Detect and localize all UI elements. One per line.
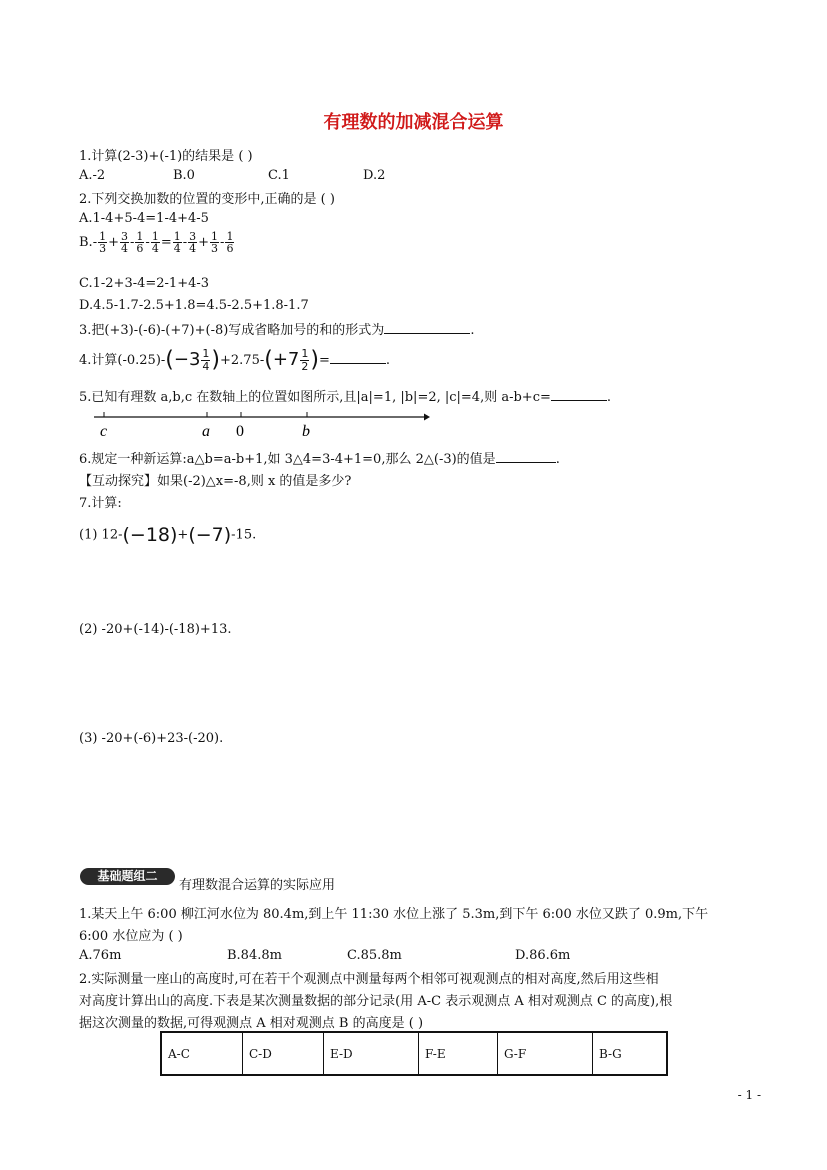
answer-blank	[496, 450, 556, 463]
measurement-table	[160, 1031, 668, 1076]
period: .	[606, 390, 612, 405]
applied-question-1-option-d: D.86.6m	[515, 948, 571, 963]
op-sign: -	[145, 235, 150, 250]
label-a: a	[202, 423, 210, 440]
fraction: $\frac{1}{3}$	[211, 230, 219, 255]
expression-term: (−18)	[122, 524, 178, 546]
option-b-label: B.	[79, 235, 93, 250]
label-zero: 0	[236, 423, 244, 440]
expression-term: (−7)	[188, 524, 232, 546]
question-4-mid: +2.75-	[220, 352, 265, 368]
period: .	[385, 352, 391, 368]
question-6-text: 6.规定一种新运算:a△b=a-b+1,如 3△4=3-4+1=0,那么 2△(-3)的值是	[79, 452, 496, 467]
question-7-stem: 7.计算:	[79, 496, 122, 511]
table-cell: F-E	[419, 1032, 498, 1075]
applied-question-2-line-1: 2.实际测量一座山的高度时,可在若干个观测点中测量每两个相邻可视观测点的相对高度,然后用这些相	[79, 972, 659, 987]
table-row	[161, 1032, 667, 1075]
question-5	[79, 386, 611, 405]
open-paren: (	[264, 347, 273, 373]
question-4	[79, 342, 390, 378]
table-cell: C-D	[243, 1032, 324, 1075]
period: .	[470, 323, 475, 338]
page-title: 有理数的加减混合运算	[323, 112, 504, 133]
page-number: - 1 -	[737, 1088, 761, 1102]
label-b: b	[302, 423, 310, 440]
question-2-option-d: D.4.5-1.7-2.5+1.8=4.5-2.5+1.8-1.7	[79, 298, 309, 313]
number-line	[90, 404, 430, 440]
applied-question-1-option-b: B.84.8m	[227, 948, 282, 963]
section-title: 有理数混合运算的实际应用	[179, 878, 336, 893]
question-3-text: 3.把(+3)-(-6)-(+7)+(-8)写成省略加号的和的形式为	[79, 323, 385, 338]
question-2-option-a: A.1-4+5-4=1-4+4-5	[79, 211, 209, 226]
answer-blank	[551, 388, 607, 401]
question-6	[79, 448, 560, 467]
fraction: $\frac{1}{6}$	[226, 230, 234, 255]
fraction: $\frac{1}{6}$	[136, 230, 144, 255]
op-sign: =	[160, 235, 172, 250]
question-2-stem: 2.下列交换加数的位置的变形中,正确的是 ( )	[79, 192, 335, 207]
answer-blank	[330, 351, 386, 364]
table-cell: E-D	[324, 1032, 419, 1075]
applied-question-1-option-c: C.85.8m	[347, 948, 402, 963]
question-3	[79, 319, 474, 338]
table-cell: B-G	[593, 1032, 668, 1075]
fraction: $\frac{3}{4}$	[189, 230, 197, 255]
op-sign: -	[92, 235, 98, 250]
op-sign: +	[198, 235, 210, 250]
section-badge: 基础题组二	[80, 868, 175, 885]
question-7-part-1	[79, 521, 256, 549]
table-cell: A-C	[161, 1032, 243, 1075]
question-4-prefix: 4.计算(-0.25)-	[79, 352, 166, 368]
fraction: $\frac{1}{4}$	[173, 230, 181, 255]
op-sign: -	[130, 235, 135, 250]
applied-question-1-line-2: 6:00 水位应为 ( )	[79, 929, 183, 944]
close-paren: )	[310, 347, 319, 373]
table-cell: G-F	[498, 1032, 593, 1075]
fraction: $\frac{1}{3}$	[99, 230, 107, 255]
fraction: $\frac{3}{4}$	[121, 230, 128, 255]
part-1-suffix: -15.	[231, 527, 257, 543]
question-7-part-2: (2) -20+(-14)-(-18)+13.	[79, 622, 232, 637]
part-1-prefix: (1) 12-	[79, 527, 123, 543]
close-paren: )	[211, 347, 221, 373]
question-1-option-b: B.0	[173, 168, 195, 183]
question-1-option-a: A.-2	[79, 168, 106, 183]
mixed-number: +7 $\frac{1}{2}$	[272, 346, 309, 373]
answer-blank	[384, 321, 470, 334]
mixed-number: −3 $\frac{1}{4}$	[173, 346, 210, 373]
question-1-option-d: D.2	[363, 168, 386, 183]
applied-question-2-line-3: 据这次测量的数据,可得观测点 A 相对观测点 B 的高度是 ( )	[79, 1016, 424, 1031]
applied-question-1-line-1: 1.某天上午 6:00 柳江河水位为 80.4m,到上午 11:30 水位上涨了 5.3m,到下午 6:00 水位又跌了 0.9m,下午	[79, 907, 709, 922]
op-sign: -	[220, 235, 225, 250]
op-sign: +	[108, 235, 119, 250]
period: .	[555, 452, 560, 467]
open-paren: (	[165, 347, 174, 373]
plus-sign: +	[177, 527, 189, 543]
equals-sign: =	[318, 352, 330, 368]
label-c: c	[100, 423, 108, 440]
applied-question-2-line-2: 对高度计算出山的高度.下表是某次测量数据的部分记录(用 A-C 表示观测点 A 相对观测点 C 的高度),根	[79, 994, 673, 1009]
applied-question-1-option-a: A.76m	[79, 948, 122, 963]
question-7-part-3: (3) -20+(-6)+23-(-20).	[79, 731, 224, 746]
interactive-explore: 【互动探究】如果(-2)△x=-8,则 x 的值是多少?	[79, 474, 352, 489]
question-5-text: 5.已知有理数 a,b,c 在数轴上的位置如图所示,且|a|=1, |b|=2, |c|=4,则 a-b+c=	[79, 390, 551, 405]
question-2-option-c: C.1-2+3-4=2-1+4-3	[79, 276, 210, 291]
fraction: $\frac{1}{4}$	[151, 230, 159, 255]
op-sign: -	[182, 235, 188, 250]
number-line-arrow	[424, 414, 430, 421]
question-1-option-c: C.1	[268, 168, 290, 183]
question-1-stem: 1.计算(2-3)+(-1)的结果是 ( )	[79, 149, 253, 164]
question-2-option-b	[79, 231, 235, 254]
